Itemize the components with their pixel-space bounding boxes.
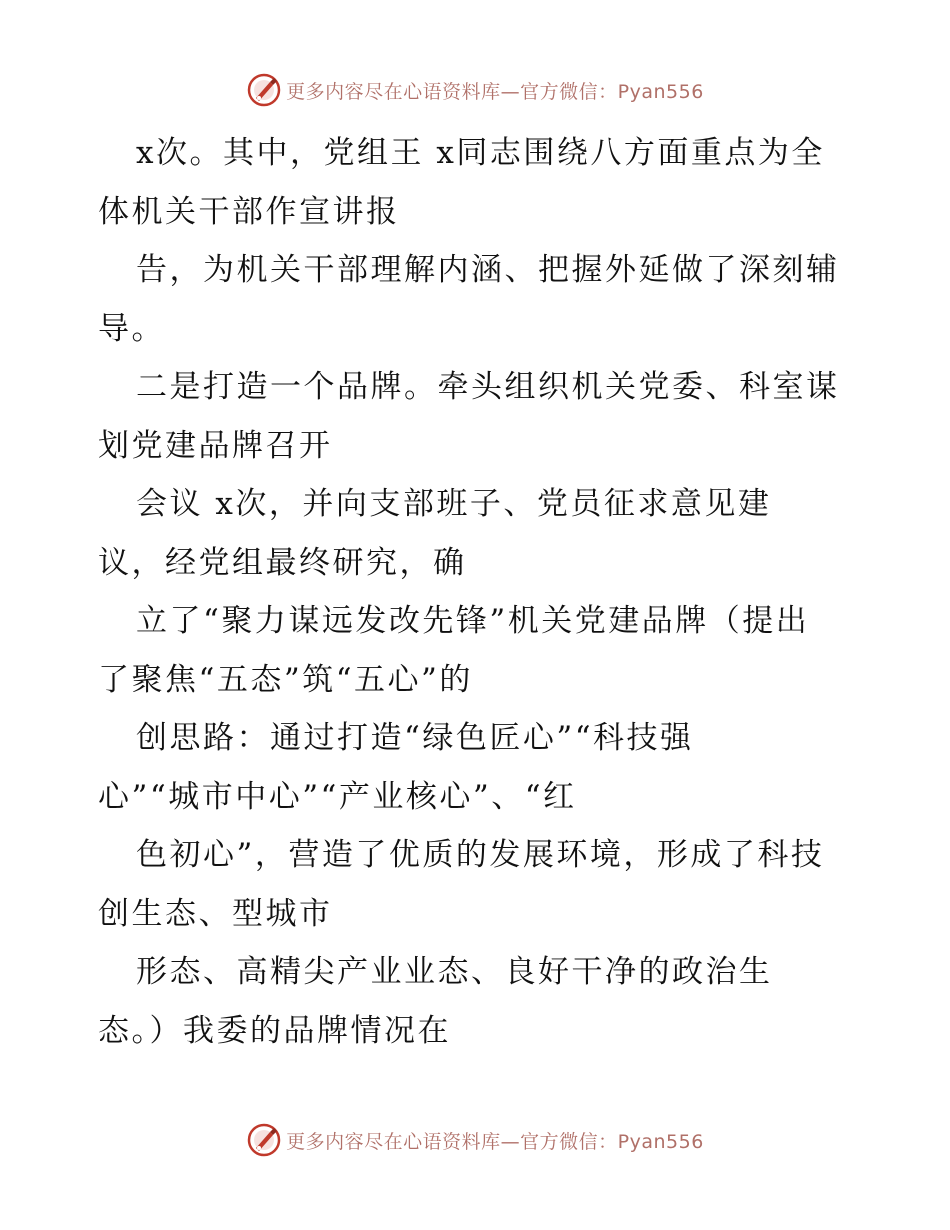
text-line: 创生态、型城市 [98, 895, 333, 932]
text-line: x次。其中，党组王 x同志围绕八方面重点为全 [136, 135, 825, 171]
watermark-text: 更多内容尽在心语资料库—官方微信：Pyan556 [286, 80, 704, 103]
text-line: 告，为机关干部理解内涵、把握外延做了深刻辅 [136, 252, 840, 288]
document-body [98, 124, 858, 1060]
text-line: 会议 x次，并向支部班子、党员征求意见建 [136, 486, 772, 522]
text-line: 划党建品牌召开 [98, 427, 333, 464]
text-line: 心”“城市中心”“产业核心”、“红 [98, 778, 577, 815]
text-line: 体机关干部作宣讲报 [98, 193, 400, 230]
watermark-text: 更多内容尽在心语资料库—官方微信：Pyan556 [286, 1130, 704, 1153]
text-line: 形态、高精尖产业业态、良好干净的政治生 [136, 954, 773, 990]
pen-nib-seal-icon [246, 1122, 282, 1158]
text-line: 了聚焦“五态”筑“五心”的 [98, 661, 473, 698]
text-line: 导。 [98, 310, 165, 347]
text-line: 议，经党组最终研究，确 [98, 544, 467, 581]
text-line: 二是打造一个品牌。牵头组织机关党委、科室谋 [136, 369, 840, 405]
text-line: 创思路：通过打造“绿色匠心”“科技强 [136, 720, 694, 756]
header-watermark [0, 70, 950, 110]
text-line: 态。）我委的品牌情况在 [98, 1012, 451, 1049]
footer-watermark [0, 1120, 950, 1160]
text-line: 立了“聚力谋远发改先锋”机关党建品牌（提出 [136, 603, 810, 639]
pen-nib-seal-icon [246, 72, 282, 108]
text-line: 色初心”，营造了优质的发展环境，形成了科技 [136, 837, 825, 873]
